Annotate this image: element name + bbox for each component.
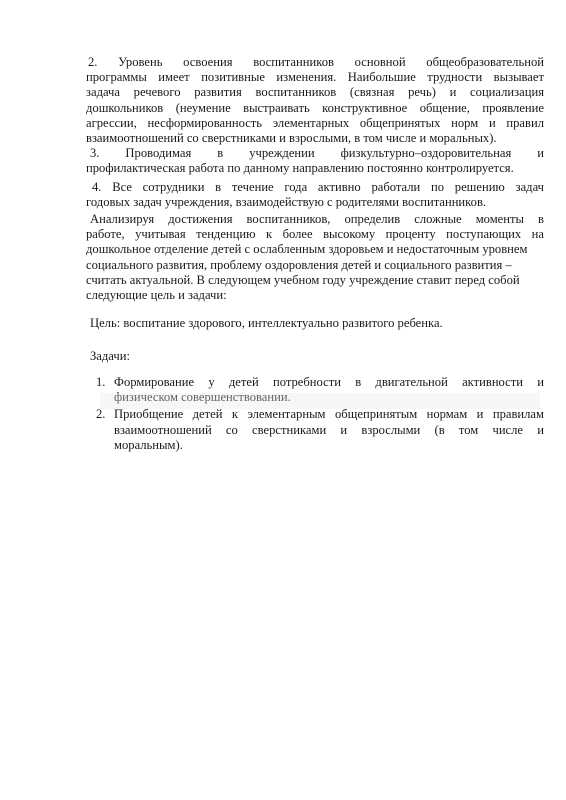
paragraph-line: агрессии, несформированность элементарных общепринятых норм и правил bbox=[86, 115, 544, 130]
list-item-line: взаимоотношений со сверстниками и взрослыми (в том числе и bbox=[114, 422, 544, 437]
list-item bbox=[96, 407, 544, 453]
list-item bbox=[96, 375, 544, 405]
goal-text: Цель: воспитание здорового, интеллектуально развитого ребенка. bbox=[90, 316, 443, 330]
paragraph-4 bbox=[86, 180, 544, 210]
tasks-list bbox=[96, 375, 544, 453]
paragraph-line: годовых задач учреждения, взаимодействую с родителями воспитанников. bbox=[86, 195, 487, 210]
paragraph-line: 4. Все сотрудники в течение года активно работали по решению задач bbox=[92, 180, 544, 194]
paragraph-line: считать актуальной. В следующем учебном году учреждение ставит перед собой bbox=[86, 272, 520, 287]
tasks-heading-text: Задачи: bbox=[90, 349, 130, 363]
list-item-line: моральным). bbox=[114, 437, 183, 452]
paragraph-line: социального развития, проблему оздоровления детей и социального развития – bbox=[86, 257, 512, 272]
paragraph-3 bbox=[86, 146, 544, 176]
goal-statement bbox=[90, 316, 548, 331]
tasks-heading bbox=[90, 349, 548, 364]
list-item-number: 1. bbox=[96, 375, 106, 389]
paragraph-line: Анализируя достижения воспитанников, определив сложные моменты в bbox=[90, 212, 544, 226]
paragraph-line: программы имеет позитивные изменения. Наибольшие трудности вызывает bbox=[86, 70, 544, 85]
paragraph-line: профилактическая работа по данному направлению постоянно контролируется. bbox=[86, 161, 514, 176]
paragraph-2 bbox=[86, 55, 544, 146]
paragraph-line: дошкольное отделение детей с ослабленным здоровьем и недостаточным уровнем bbox=[86, 242, 528, 257]
paragraph-line: работе, учитывая тенденцию к более высокому проценту поступающих на bbox=[86, 227, 544, 242]
list-item-number: 2. bbox=[96, 407, 106, 422]
paragraph-line: дошкольников (неумение выстраивать конструктивное общение, проявление bbox=[86, 100, 544, 115]
list-item-line: Приобщение детей к элементарным общепринятым нормам и правилам bbox=[114, 407, 544, 422]
paragraph-line: следующие цель и задачи: bbox=[86, 287, 227, 302]
list-item-line: Формирование у детей потребности в двигательной активности и bbox=[114, 375, 544, 389]
paragraph-line: взаимоотношений со сверстниками и взрослыми, в том числе и моральных). bbox=[86, 130, 497, 145]
list-item-line: физическом совершенствовании. bbox=[114, 390, 291, 405]
paragraph-line: задача речевого развития воспитанников (связная речь) и социализация bbox=[86, 85, 544, 100]
paragraph-line: 2. Уровень освоения воспитанников основной общеобразовательной bbox=[88, 55, 544, 69]
paragraph-line: 3. Проводимая в учреждении физкультурно–оздоровительная и bbox=[90, 146, 544, 160]
paragraph-5 bbox=[86, 212, 544, 303]
